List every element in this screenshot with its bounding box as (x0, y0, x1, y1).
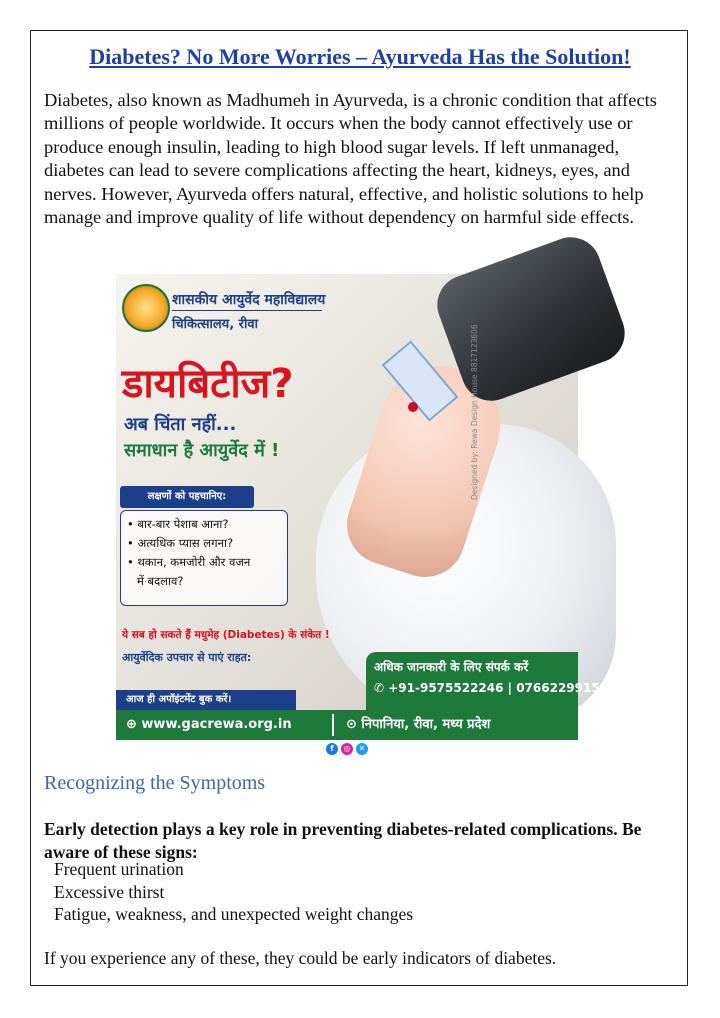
poster-subline-2: समाधान है आयुर्वेद में ! (124, 440, 280, 461)
document-title: Diabetes? No More Worries – Ayurveda Has the Solution! (89, 44, 631, 69)
social-icons (326, 743, 368, 757)
contact-panel (366, 652, 609, 710)
institution-divider (172, 310, 322, 311)
poster-warning: ये सब हो सकते हैं मधुमेह (Diabetes) के संकेत ! (122, 629, 330, 641)
symptom-item: • अत्यधिक प्यास लगना? (127, 536, 234, 550)
diabetes-poster-image (116, 274, 609, 740)
symptom-item: में बदलाव? (137, 574, 184, 588)
symptoms-box (120, 510, 288, 606)
address-text: ⊙ निपानिया, रीवा, मध्य प्रदेश (346, 717, 491, 732)
facebook-icon: f (326, 743, 338, 755)
poster-subline-1: अब चिंता नहीं... (124, 414, 237, 435)
contact-info-text: अधिक जानकारी के लिए संपर्क करें (374, 660, 529, 674)
institution-name: शासकीय आयुर्वेद महाविद्यालय (172, 292, 326, 308)
website-link: ⊕ www.gacrewa.org.in (126, 717, 292, 732)
list-item: Excessive thirst (54, 881, 165, 902)
section-lead: Early detection plays a key role in preventing diabetes-related complications. Be aware of these signs: (44, 819, 642, 862)
list-item: Frequent urination (54, 859, 184, 879)
book-appointment-strip: आज ही अपॉइंटमेंट बुक करें। (116, 690, 296, 710)
designer-credit: Designed by: Rewa Design House 8817123606 (470, 324, 479, 500)
section-heading: Recognizing the Symptoms (44, 772, 266, 794)
poster-footer (116, 710, 578, 740)
symptom-item: • बार-बार पेशाब आना? (127, 517, 229, 531)
list-item: Fatigue, weakness, and unexpected weight changes (54, 904, 414, 924)
poster-relief: आयुर्वेदिक उपचार से पाएं राहत: (122, 651, 252, 664)
symptoms-list (54, 858, 413, 926)
blood-drop (408, 402, 418, 412)
contact-phone: ✆ +91-9575522246 | 07662299159 (374, 681, 609, 695)
poster-headline: डायबिटीज? (122, 361, 294, 407)
symptoms-tag: लक्षणों को पहचानिए: (120, 486, 254, 508)
institution-subname: चिकित्सालय, रीवा (172, 317, 258, 332)
footer-divider (332, 714, 334, 736)
college-logo-icon (122, 284, 170, 332)
intro-paragraph: Diabetes, also known as Madhumeh in Ayurveda, is a chronic condition that affects millions of people worldwide. It occurs when the body cannot effectively use or produce enough insulin, leading to high blood sugar levels. If left unmanaged, diabetes can lead to severe complications affecting the heart, kidneys, eyes, and nerves. However, Ayurveda offers natural, effective, and holistic solutions to help manage and improve quality of life without dependency on harmful side effects. (44, 90, 657, 228)
closing-paragraph: If you experience any of these, they could be early indicators of diabetes. (44, 948, 557, 968)
x-icon: ✕ (356, 743, 368, 755)
symptom-item: • थकान, कमजोरी और वजन (127, 555, 251, 569)
instagram-icon: ◎ (341, 743, 353, 755)
